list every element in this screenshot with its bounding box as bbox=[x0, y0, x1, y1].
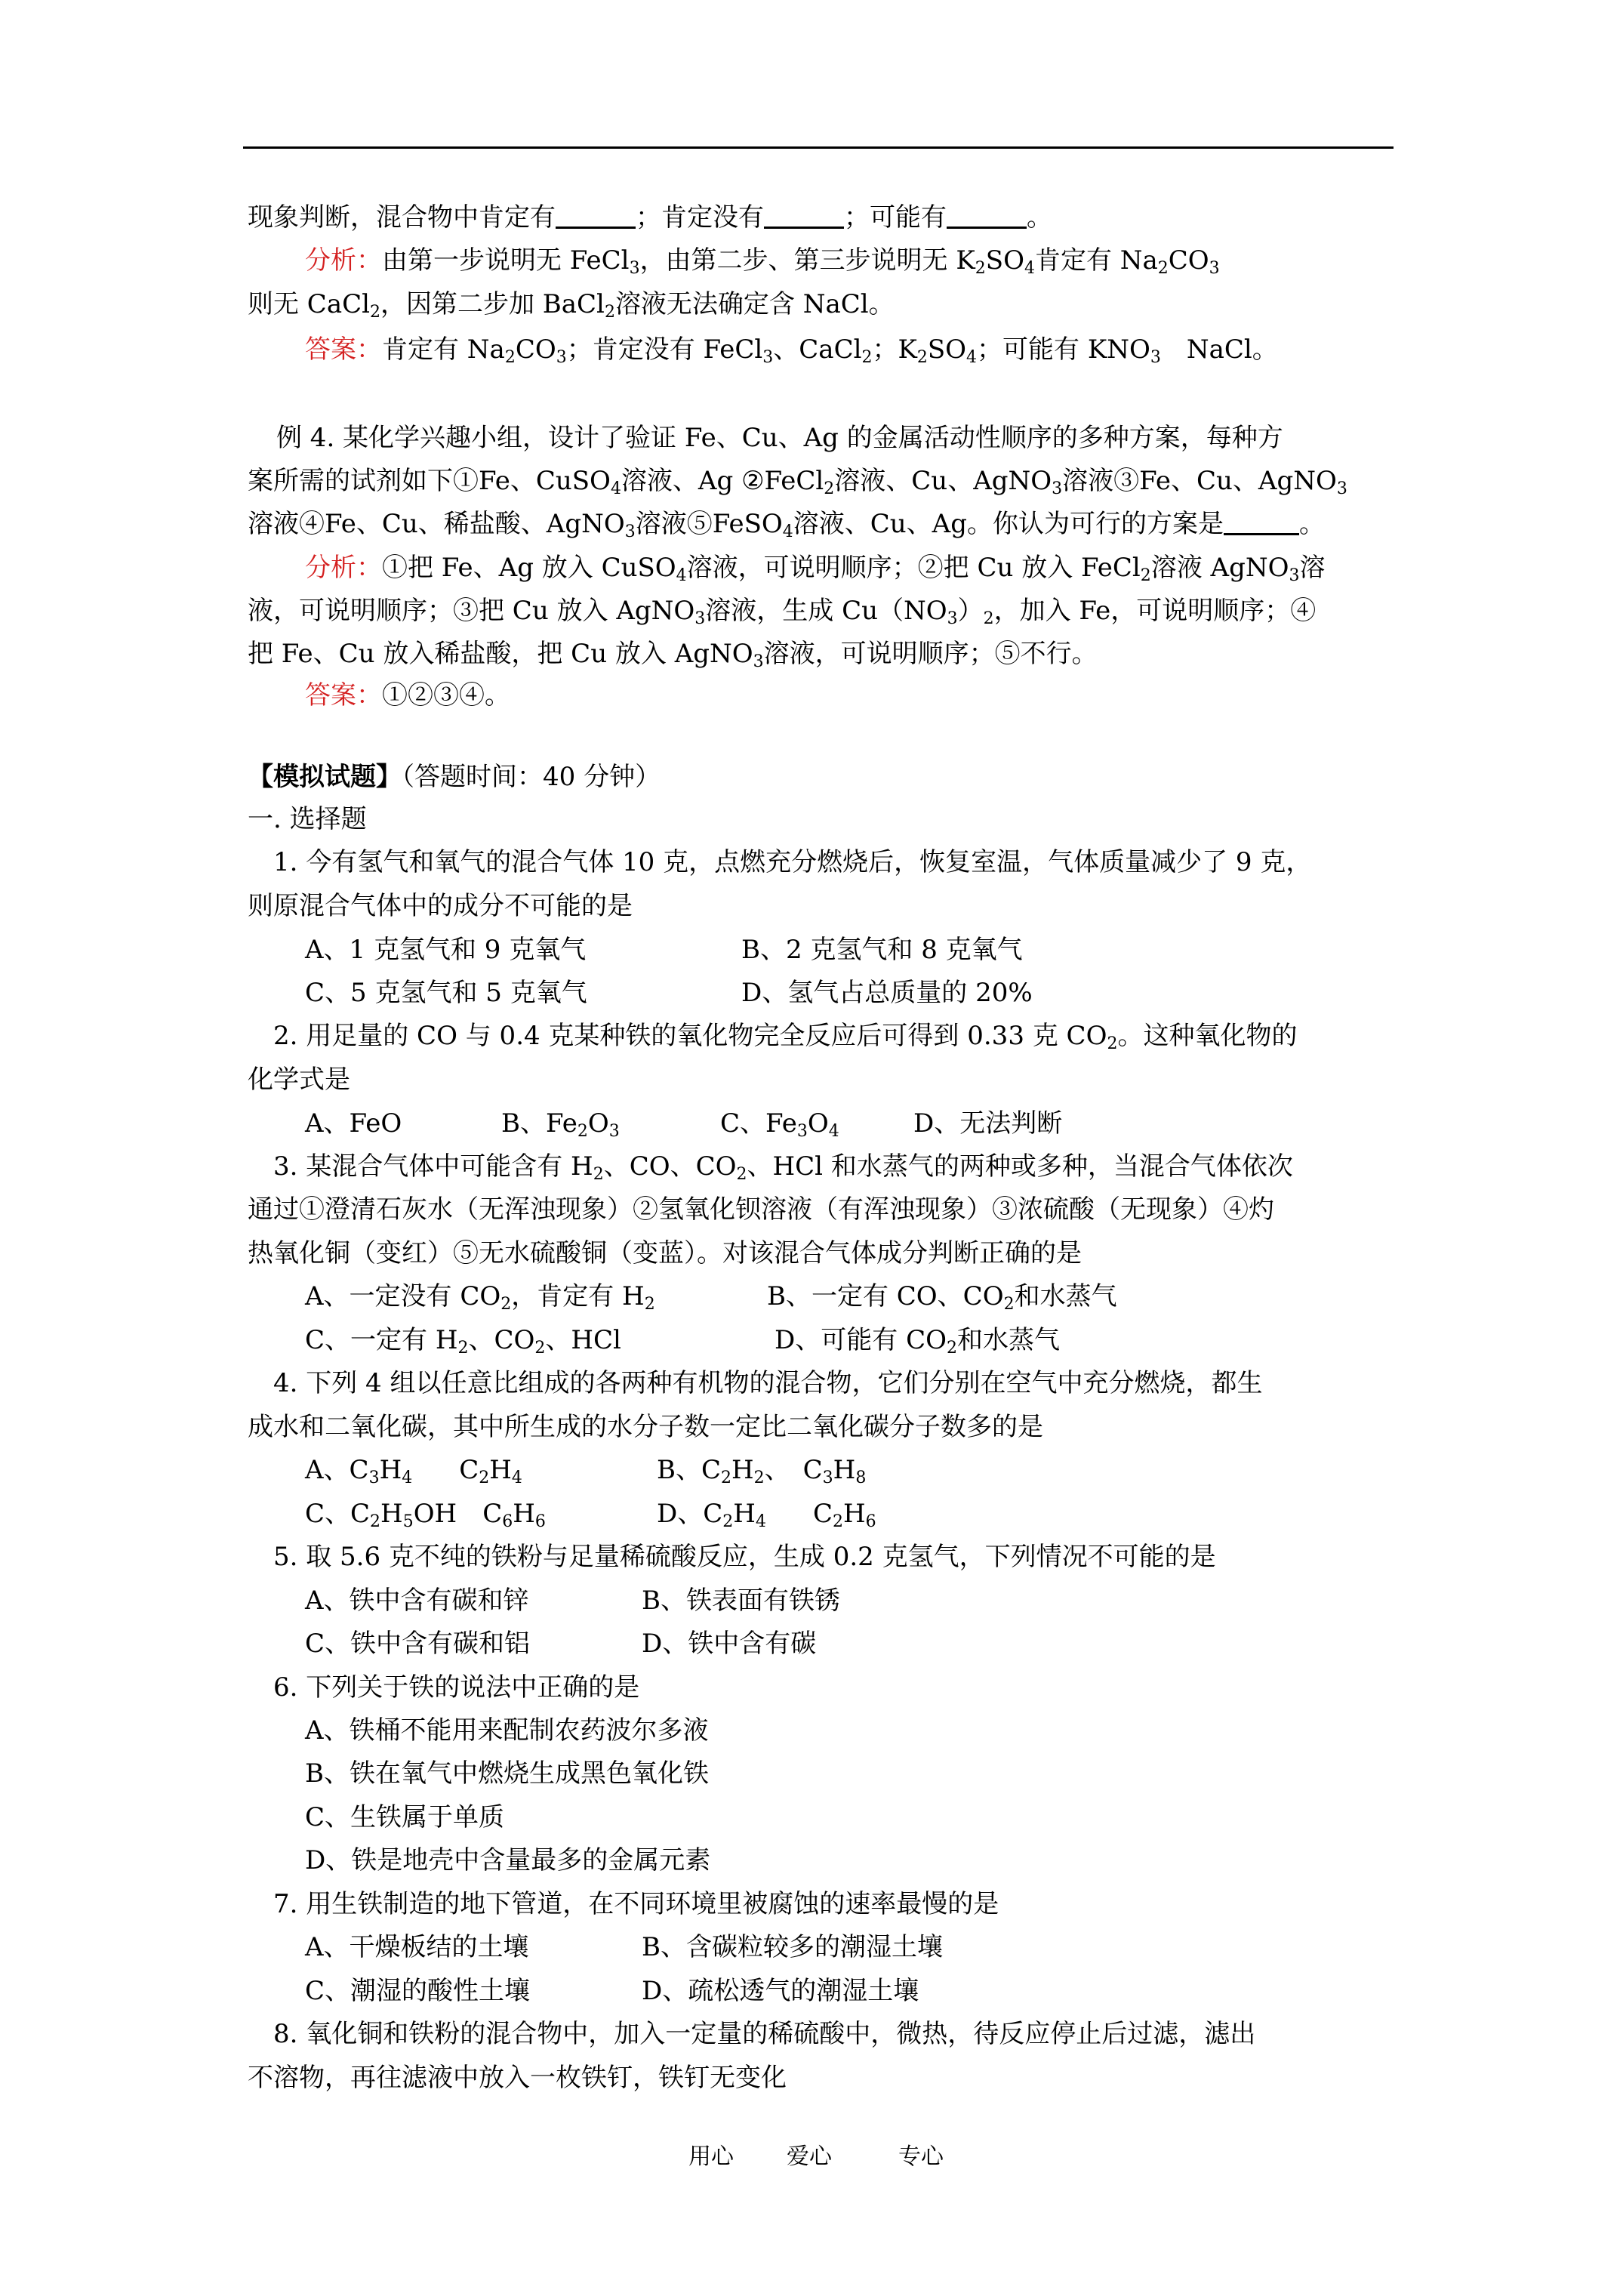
intro-analysis-line-2: 则无 CaCl$_2$，因第二步加 BaCl$_2$溶液无法确定含 NaCl。 bbox=[248, 289, 895, 322]
header-rule bbox=[243, 146, 1394, 149]
q3-option-c[interactable]: C、一定有 $H_2$、$CO_2$、HCl bbox=[305, 1325, 621, 1358]
analysis-label: 分析： bbox=[305, 553, 382, 583]
ex4-analysis-line-3: 把 Fe、Cu 放入稀盐酸，把 Cu 放入 AgNO$_3$溶液，可说明顺序；⑤不行。 bbox=[248, 639, 1098, 671]
ex4-question-line-2: 案所需的试剂如下①Fe、CuSO$_4$溶液、Ag ②FeCl$_2$溶液、Cu、AgNO$_3$溶液③Fe、Cu、AgNO$_3$ bbox=[248, 466, 1347, 498]
q7-stem: 7. 用生铁制造的地下管道，在不同环境里被腐蚀的速率最慢的是 bbox=[273, 1889, 999, 1919]
q3-option-a[interactable]: A、一定没有 $CO_2$，肯定有 $H_2$ bbox=[305, 1281, 655, 1314]
exam-title: 【模拟试题】 bbox=[248, 762, 402, 792]
answer-blank[interactable] bbox=[764, 202, 844, 229]
q4-stem-2: 成水和二氧化碳，其中所生成的水分子数一定比二氧化碳分子数多的是 bbox=[248, 1412, 1043, 1442]
q2-stem-2: 化学式是 bbox=[248, 1065, 350, 1095]
q2-option-c[interactable]: C、$Fe_3O_4$ bbox=[720, 1108, 839, 1141]
q5-option-a[interactable]: A、铁中含有碳和锌 bbox=[305, 1586, 529, 1616]
footer-word: 爱心 bbox=[787, 2143, 832, 2170]
q4-option-b[interactable]: B、$C_2H_2$、 $C_3H_8$ bbox=[657, 1455, 867, 1487]
q8-stem-2: 不溶物，再往滤液中放入一枚铁钉，铁钉无变化 bbox=[248, 2063, 787, 2093]
q5-option-b[interactable]: B、铁表面有铁锈 bbox=[642, 1586, 840, 1616]
q2-option-a[interactable]: A、FeO bbox=[305, 1108, 402, 1139]
intro-analysis-line: 分析：由第一步说明无 FeCl$_3$，由第二步、第三步说明无 $K_2SO_4$肯定有 $Na_2CO_3$ bbox=[305, 245, 1220, 278]
q1-option-d[interactable]: D、氢气占总质量的 20% bbox=[741, 978, 1033, 1008]
q4-option-a[interactable]: A、$C_3H_4$ $C_2H_4$ bbox=[305, 1455, 522, 1487]
q1-stem: 1. 今有氢气和氧气的混合气体 10 克，点燃充分燃烧后，恢复室温，气体质量减少了 9 克， bbox=[273, 847, 1312, 877]
q6-stem: 6. 下列关于铁的说法中正确的是 bbox=[273, 1672, 640, 1703]
q3-stem-2: 通过①澄清石灰水（无浑浊现象）②氢氧化钡溶液（有浑浊现象）③浓硫酸（无现象）④灼 bbox=[248, 1194, 1274, 1225]
analysis-label: 分析： bbox=[305, 245, 382, 276]
q1-stem-2: 则原混合气体中的成分不可能的是 bbox=[248, 891, 633, 921]
ex4-analysis-line-2: 液，可说明顺序；③把 Cu 放入 AgNO$_3$溶液，生成 $Cu(NO_3)_2$，加入 Fe，可说明顺序；④ bbox=[248, 596, 1317, 628]
answer-blank[interactable] bbox=[947, 202, 1027, 229]
ex4-question-line-3: 溶液④Fe、Cu、稀盐酸、AgNO$_3$溶液⑤FeSO$_4$溶液、Cu、Ag。你认为可行的方案是 。 bbox=[248, 509, 1325, 541]
q6-option-a[interactable]: A、铁桶不能用来配制农药波尔多液 bbox=[305, 1715, 709, 1746]
q6-option-d[interactable]: D、铁是地壳中含量最多的金属元素 bbox=[305, 1845, 711, 1875]
q4-stem: 4. 下列 4 组以任意比组成的各两种有机物的混合物，它们分别在空气中充分燃烧，都生 bbox=[273, 1368, 1263, 1398]
q8-stem: 8. 氧化铜和铁粉的混合物中，加入一定量的稀硫酸中，微热，待反应停止后过滤，滤出 bbox=[273, 2019, 1256, 2049]
q3-option-d[interactable]: D、可能有 $CO_2$和水蒸气 bbox=[775, 1325, 1060, 1358]
section-heading: 一. 选择题 bbox=[248, 804, 367, 834]
q7-option-d[interactable]: D、疏松透气的潮湿土壤 bbox=[642, 1976, 919, 2006]
q3-stem-3: 热氧化铜（变红）⑤无水硫酸铜（变蓝）。对该混合气体成分判断正确的是 bbox=[248, 1238, 1082, 1268]
ex4-answer-line: 答案：①②③④。 bbox=[305, 680, 510, 710]
q5-stem: 5. 取 5.6 克不纯的铁粉与足量稀硫酸反应，生成 0.2 克氢气，下列情况不可能的是 bbox=[273, 1542, 1216, 1572]
q4-option-d[interactable]: D、$C_2H_4$ $C_2H_6$ bbox=[657, 1499, 876, 1531]
q3-stem: 3. 某混合气体中可能含有 $H_2$、CO、$CO_2$、HCl 和水蒸气的两种或多种，当混合气体依次 bbox=[273, 1151, 1293, 1184]
q1-option-a[interactable]: A、1 克氢气和 9 克氧气 bbox=[305, 935, 587, 965]
footer-word: 专心 bbox=[898, 2143, 944, 2170]
exam-time: （答题时间：40 分钟） bbox=[402, 762, 661, 792]
answer-label: 答案： bbox=[305, 334, 382, 365]
answer-blank[interactable] bbox=[556, 202, 636, 229]
intro-question-line: 现象判断，混合物中肯定有 ；肯定没有 ；可能有 。 bbox=[248, 202, 1052, 233]
exam-title-line bbox=[248, 757, 1395, 797]
q2-stem: 2. 用足量的 CO 与 0.4 克某种铁的氧化物完全反应后可得到 0.33 克 $CO_2$。这种氧化物的 bbox=[273, 1021, 1298, 1053]
q7-option-b[interactable]: B、含碳粒较多的潮湿土壤 bbox=[642, 1932, 943, 1962]
footer-word: 用心 bbox=[688, 2143, 734, 2170]
q6-option-c[interactable]: C、生铁属于单质 bbox=[305, 1802, 505, 1832]
q4-option-c[interactable]: C、$C_2H_5OH$ $C_6H_6$ bbox=[305, 1499, 546, 1531]
q2-option-b[interactable]: B、$Fe_2O_3$ bbox=[501, 1108, 620, 1141]
q2-option-d[interactable]: D、无法判断 bbox=[913, 1108, 1063, 1139]
q7-option-a[interactable]: A、干燥板结的土壤 bbox=[305, 1932, 529, 1962]
answer-blank[interactable] bbox=[1224, 509, 1299, 535]
q7-option-c[interactable]: C、潮湿的酸性土壤 bbox=[305, 1976, 531, 2006]
intro-answer-line: 答案：肯定有 $Na_2CO_3$；肯定没有 FeCl$_3$、CaCl$_2$；$K_2SO_4$；可能有 $KNO_3$ NaCl。 bbox=[305, 334, 1278, 367]
q5-option-c[interactable]: C、铁中含有碳和铝 bbox=[305, 1629, 531, 1659]
answer-label: 答案： bbox=[305, 680, 382, 710]
q5-option-d[interactable]: D、铁中含有碳 bbox=[642, 1629, 817, 1659]
q1-option-c[interactable]: C、5 克氢气和 5 克氧气 bbox=[305, 978, 587, 1008]
q6-option-b[interactable]: B、铁在氧气中燃烧生成黑色氧化铁 bbox=[305, 1758, 709, 1789]
ex4-question-line-1: 例 4. 某化学兴趣小组，设计了验证 Fe、Cu、Ag 的金属活动性顺序的多种方案，每种方 bbox=[276, 423, 1283, 453]
q3-option-b[interactable]: B、一定有 CO、$CO_2$和水蒸气 bbox=[767, 1281, 1117, 1314]
q1-option-b[interactable]: B、2 克氢气和 8 克氧气 bbox=[741, 935, 1023, 965]
ex4-analysis-line-1: 分析：①把 Fe、Ag 放入 CuSO$_4$溶液，可说明顺序；②把 Cu 放入 FeCl$_2$溶液 AgNO$_3$溶 bbox=[305, 553, 1326, 585]
